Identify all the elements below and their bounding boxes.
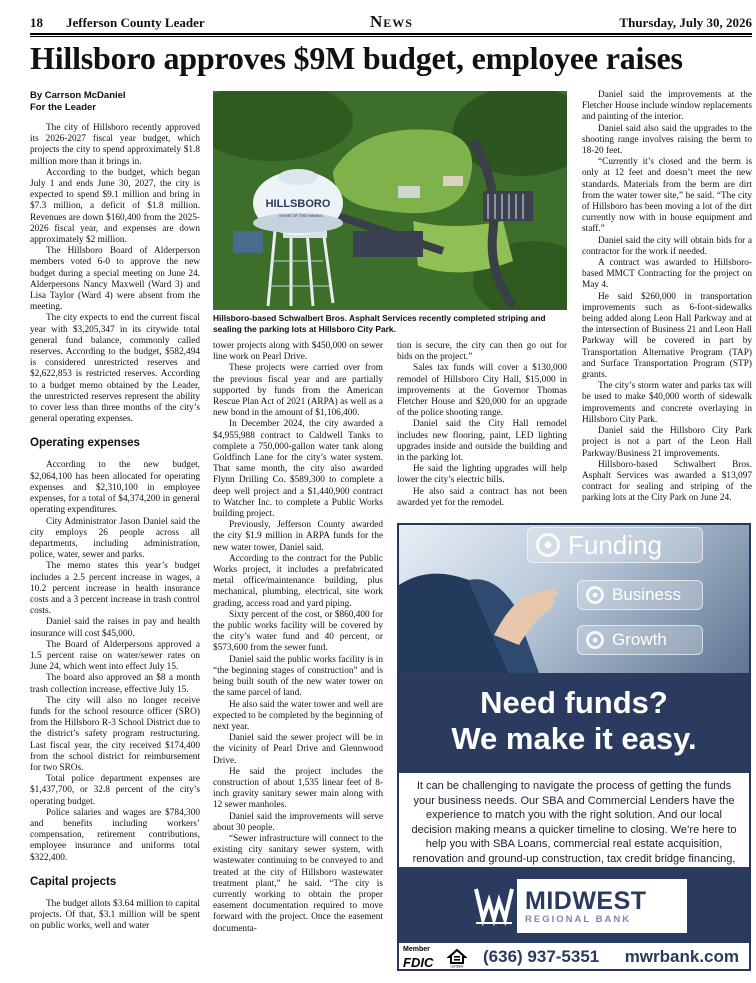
page-header xyxy=(30,12,752,34)
growth-tag xyxy=(577,625,703,655)
paragraph: A contract was awarded to Hillsboro-based MMCT Contracting for the project on May 4. xyxy=(582,258,752,291)
funding-tag xyxy=(527,527,703,563)
photo-caption: Hillsboro-based Schwalbert Bros. Asphalt Services recently completed striping and sealing the parking lots at Hillsboro City Park. xyxy=(213,313,546,334)
ad-body-text: It can be challenging to navigate the process of getting the funds your business needs. Our SBA and Commercial Lenders have the experience to match you with the right solution. And our local decision making means a quicker timeline to closing. We’re here to help you with SBA Loans, commercial real estate acquisition, renovation and ground-up construction, tax credit bridge financing, xyxy=(411,780,737,865)
byline-outlet: For the Leader xyxy=(30,101,96,113)
paragraph: Daniel said also said the upgrades to the shooting range involves raising the berm to 18-20 feet. xyxy=(582,123,752,157)
bank-advertisement xyxy=(397,523,751,971)
paragraph: The Hillsboro Board of Alderperson members voted 6-0 to approve the new budget during a special meeting on June 24. Alderpersons Nancy Maxwell (Ward 3) and Lisa Taylor (Ward 4) were absent from the meeting. xyxy=(30,246,200,313)
ad-footer xyxy=(399,945,749,971)
paragraph: He also said a contract has not been awarded yet for the remodel. xyxy=(397,486,567,508)
paragraph: tion is secure, the city can then go out for bids on the project.” xyxy=(397,341,567,363)
paragraph: Daniel said the improvements at the Fletcher House include window replacements and painting of the interior. xyxy=(582,90,752,123)
column-1-text xyxy=(30,123,200,425)
paragraph: The city of Hillsboro recently approved its 2026-2027 fiscal year budget, which projects the city to spend approximately $1.8 million more than it brings in. xyxy=(30,123,200,167)
equal-housing-lender-icon xyxy=(447,948,467,968)
column-1c-text xyxy=(30,899,200,933)
paragraph: Daniel said the public works facility is in “the beginning stages of construction” and is being built south of the new water tower on the same parcel of land. xyxy=(213,654,383,699)
paragraph: The board also approved an $8 a month trash collection increase, effective July 15. xyxy=(30,673,200,695)
target-icon xyxy=(586,631,604,649)
paragraph: The Board of Alderpersons approved a 1.5 percent raise on water/sewer rates on June 24, which went into effect July 15. xyxy=(30,639,200,673)
subhead-capital: Capital projects xyxy=(30,875,117,888)
paragraph: He said the lighting upgrades will help lower the city’s electric bills. xyxy=(397,464,567,486)
business-label: Business xyxy=(612,585,681,604)
bank-website: mwrbank.com xyxy=(624,947,739,966)
paragraph: According to the budget, which began July 1 and ends June 30, 2027, the city is expected to spend $9.1 million and bring in $7.3 million, a deficit of $1.8 million. Revenues are down $160,400 from the 2025-2026 fiscal year, and expenses are down approximately $2 million. xyxy=(30,167,200,246)
paragraph: City Administrator Jason Daniel said the city employs 26 people across all departments, including administration, police, water, sewer and parks. xyxy=(30,516,200,561)
target-icon xyxy=(536,533,560,557)
bank-logo xyxy=(471,879,687,933)
paragraph: The city expects to end the current fiscal year with $3,205,347 in its citywide total general fund balance, commonly called reserves. According to the budget, $582,494 is considered unrestricted reserves and $2,622,853 is restricted reserves. According to a budget memo obtained by the Leader, the unrestricted reserves represent the ability to cover less than three months of the city’s general operating expenses. xyxy=(30,313,200,425)
paragraph: The budget allots $3.64 million to capital projects. Of that, $3.1 million will be spent on public works, well and water xyxy=(30,898,200,932)
paragraph: Daniel said the city will obtain bids for a contractor for the work if needed. xyxy=(582,235,752,257)
target-icon xyxy=(586,586,604,604)
svg-text:HOME OF THE HAWKS: HOME OF THE HAWKS xyxy=(279,213,323,218)
paragraph: He said $260,000 in transportation improvements such as 6-foot-sidewalks being added along Leon Hall Parkway and at the intersection of Business 21 and Leon Hall Parkway will be covered in part by Transportation Alternative Program (TAP) and Surface Transportation Program (STP) grants. xyxy=(582,291,752,381)
subhead-operating: Operating expenses xyxy=(30,437,140,450)
headline: Hillsboro approves $9M budget, employee raises xyxy=(30,40,683,76)
column-1b-text xyxy=(30,460,200,863)
paragraph: He also said the water tower and well are expected to be completed by the beginning of next year. xyxy=(213,699,383,732)
bank-phone: (636) 937-5351 xyxy=(483,947,600,966)
byline-author: By Carrson McDaniel xyxy=(30,90,126,101)
paragraph: Daniel said the City Hall remodel includes new flooring, paint, LED lighting upgrades inside and outside the building and in the parking lot. xyxy=(397,419,567,464)
paragraph: Hillsboro-based Schwalbert Bros. Asphalt Services was awarded a $13,097 contract for sealing and striping of the parking lots at the City Park on June 24. xyxy=(582,459,752,504)
paragraph: He said the project includes the construction of about 1,535 linear feet of 8-inch gravity sanitary sewer main along with 12 sewer manholes. xyxy=(213,766,383,811)
ad-headline xyxy=(399,673,749,773)
paragraph: Daniel said the sewer project will be in the vicinity of Pearl Drive and Glennwood Drive. xyxy=(213,733,383,766)
header-rule-thin xyxy=(30,36,752,37)
column-3 xyxy=(397,341,567,509)
column-2 xyxy=(213,341,383,935)
column-4 xyxy=(582,90,752,505)
paragraph: Police salaries and wages are $784,300 and benefits including workers’ compensation, retirement contributions, employee insurance and uniforms total $322,400. xyxy=(30,807,200,863)
paragraph: The city’s storm water and parks tax will be used to make $40,000 worth of sidewalk improvements and concrete overlaying in Hillsboro City Park. xyxy=(582,381,752,425)
paragraph: Daniel said the raises in pay and health insurance will cost $45,000. xyxy=(30,617,200,639)
fdic-member-label: Member xyxy=(403,946,430,953)
paragraph: Sales tax funds will cover a $130,000 remodel of Hillsboro City Hall, $15,000 in improvements at the Governor Thomas Fletcher House and $20,000 for an upgrade of the police shooting range. xyxy=(397,363,567,419)
ad-logo-band xyxy=(399,867,749,943)
business-tag xyxy=(577,580,703,610)
paragraph: Previously, Jefferson County awarded the city $1.9 million in ARPA funds for the new water tower, Daniel said. xyxy=(213,520,383,553)
paragraph: “Sewer infrastructure will connect to the existing city sanitary sewer system, with wastewater continuing to be conveyed to and treated at the city of Hillsboro wastewater treatment plant,” he said. “The city is currently working to obtain the proper easement documentation required to move forward with the project. Once the easement documenta- xyxy=(213,833,383,934)
paragraph: Total police department expenses are $1,437,700, or 32.8 percent of the city’s operating budget. xyxy=(30,774,200,807)
paragraph: In December 2024, the city awarded a $4,955,988 contract to Caldwell Tanks to complete a 750,000-gallon water tank along Goldfinch Lane for the city’s water system. That same month, the city also awarded Flynn Drilling Co. $589,300 to complete a deep well project and a $1,440,900 contract to Watcher Inc. to complete a Public Works building project. xyxy=(213,419,383,520)
column-1 xyxy=(30,90,200,932)
byline xyxy=(30,90,200,113)
page-number: 18 xyxy=(30,15,43,30)
svg-text:LENDER: LENDER xyxy=(450,964,464,968)
aerial-park-photo xyxy=(213,91,567,310)
ad-headline-line2: We make it easy. xyxy=(451,721,697,756)
paragraph: tower projects along with $450,000 on sewer line work on Pearl Drive. xyxy=(213,341,383,363)
paragraph: Daniel said the improvements will serve about 30 people. xyxy=(213,811,383,833)
paragraph: According to the contract for the Public Works project, it includes a prefabricated metal office/maintenance building, plus mechanical, plumbing, electrical, site work grading, access road and yard piping. xyxy=(213,553,383,609)
bank-subtitle: REGIONAL BANK xyxy=(525,913,632,925)
funding-label: Funding xyxy=(568,529,662,560)
paragraph: “Currently it’s closed and the berm is only at 12 feet and doesn’t meet the new standards. Materials from the berm are dirt from the water tower site,” he said. “The city of Hillsboro has been moving a lot of the dirt currently now with in house equipment and staff.” xyxy=(582,157,752,235)
article-photo xyxy=(213,91,567,310)
ad-image xyxy=(399,525,749,673)
paragraph: These projects were carried over from the previous fiscal year and are partially supported by funds from the American Rescue Plan Act of 2021 (ARPA) as well as a new bond in the amount of $1,106,400. xyxy=(213,363,383,419)
section-name: News xyxy=(370,12,413,31)
paragraph: According to the new budget, $2,064,100 has been allocated for operating expenses and $2,310,100 in employee expenses, for a total of $4,374,200 in general operating expenditures. xyxy=(30,460,200,516)
paragraph: Sixty percent of the cost, or $860,400 for the public works facility will be covered by the city’s water fund and 40 percent, or $573,600 from the sewer fund. xyxy=(213,609,383,654)
paragraph: Daniel said the Hillsboro City Park project is not a part of the Leon Hall Parkway/Business 21 improvements. xyxy=(582,426,752,459)
bank-name: MIDWEST xyxy=(525,886,647,915)
svg-text:HILLSBORO: HILLSBORO xyxy=(265,198,331,210)
paragraph: The memo states this year’s budget includes a 2.5 percent increase in wages, a 10.2 percent increase in health insurance costs and a 3 percent increase in trash control costs. xyxy=(30,561,200,617)
paper-name: Jefferson County Leader xyxy=(66,15,205,30)
paragraph: The city will also no longer receive funds for the school resource officer (SRO) from the Hillsboro R-3 School District due to the district’s safety program restructuring. Last fiscal year, the city received $174,400 from the school district for reimbursement for two SROs. xyxy=(30,695,200,773)
fdic-badge xyxy=(403,946,433,971)
ad-headline-line1: Need funds? xyxy=(480,685,668,720)
bank-logo-mark-icon xyxy=(471,879,517,933)
issue-date: Thursday, July 30, 2026 xyxy=(619,15,752,30)
growth-label: Growth xyxy=(612,630,667,649)
fdic-label: FDIC xyxy=(403,955,434,970)
header-rule xyxy=(30,33,752,35)
